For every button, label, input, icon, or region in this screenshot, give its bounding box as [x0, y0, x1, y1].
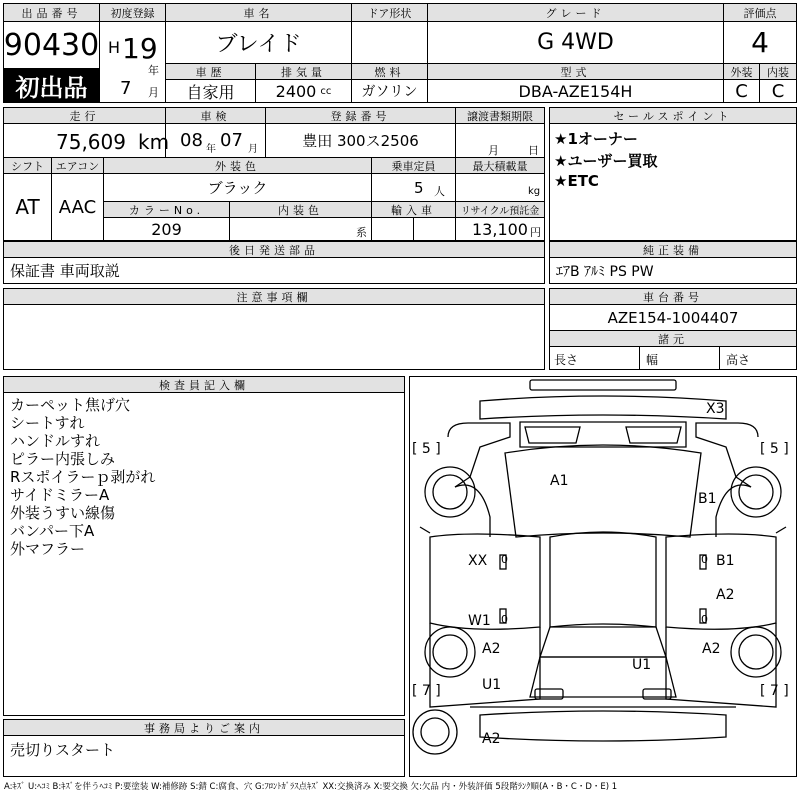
- mark-right-front-door: B1: [716, 553, 735, 569]
- mark-left-rear-lower: U1: [482, 677, 502, 693]
- plate-label: 登録番号: [266, 108, 456, 124]
- ac-value: AAC: [52, 174, 104, 240]
- import-cell-b: [414, 218, 456, 240]
- ext-grade-label: 外装: [724, 64, 760, 80]
- chassis-section: [549, 288, 797, 370]
- int-grade-value: C: [771, 80, 785, 102]
- office-value: 売切りスタート: [10, 741, 116, 759]
- registration-cell: [100, 22, 166, 102]
- color-no-value: 209: [104, 218, 230, 240]
- mileage-cell: [4, 124, 170, 158]
- later-parts-section: [3, 241, 545, 284]
- door-label: ドア形状: [352, 4, 428, 22]
- header-section: [3, 3, 797, 103]
- mark-right-rear-door: A2: [716, 587, 735, 603]
- load-label: 最大積載量: [456, 158, 544, 174]
- int-grade-label: 内装: [760, 64, 796, 80]
- note-item: 外装うすい線傷: [10, 504, 116, 522]
- length-label: 長さ: [554, 353, 579, 367]
- chassis-label: 車台番号: [550, 289, 796, 305]
- car-diagram: [409, 376, 797, 777]
- mileage-label: 走行: [4, 108, 166, 124]
- height-label: 高さ: [726, 353, 751, 367]
- load-unit: kg: [528, 186, 541, 197]
- inspection-cell: [166, 124, 266, 158]
- capacity-value: 5: [414, 179, 424, 197]
- mark-left-rear-fender: A2: [482, 641, 501, 657]
- height-cell: [720, 347, 796, 369]
- note-item: ハンドルすれ: [10, 432, 101, 450]
- ac-label: エアコン: [52, 158, 104, 174]
- later-parts-value: 保証書 車両取説: [10, 262, 120, 280]
- details-section: [3, 107, 545, 241]
- note-item: ピラー内張しみ: [10, 450, 116, 468]
- mark-zero-1: 0: [501, 553, 508, 566]
- tire-front-left-label: [ 5 ]: [412, 441, 441, 457]
- inspection-label: 車検: [166, 108, 266, 124]
- grade-label: グレード: [428, 4, 724, 22]
- exterior-color-label: 外装色: [104, 158, 372, 174]
- mark-zero-2: 0: [701, 553, 708, 566]
- registration-label: 初度登録: [100, 4, 166, 22]
- mileage-unit: km: [138, 130, 170, 154]
- inspection-month-unit: 月: [248, 144, 258, 155]
- selling-point-2: ★ユーザー買取: [554, 152, 658, 170]
- mileage-value: 75,609: [56, 130, 126, 154]
- color-no-label: カラーNo.: [104, 202, 230, 218]
- lot-number: 90430: [4, 22, 100, 68]
- selling-point-1: ★1オーナー: [554, 130, 638, 148]
- width-cell: [640, 347, 720, 369]
- mark-zero-4: 0: [701, 613, 708, 626]
- transfer-cell: [456, 124, 544, 158]
- caution-label: 注意事項欄: [4, 289, 544, 305]
- interior-color-cell: [230, 218, 372, 240]
- equipment-label: 純正装備: [550, 242, 796, 258]
- score-label: 評価点: [724, 4, 796, 22]
- plate-value: 豊田 300ス2506: [266, 124, 456, 158]
- tire-front-right-label: [ 5 ]: [760, 441, 789, 457]
- mark-left-rear-door: W1: [468, 613, 491, 629]
- capacity-unit: 人: [434, 185, 445, 198]
- fuel-value: ガソリン: [352, 80, 428, 102]
- note-item: カーペット焦げ穴: [10, 396, 131, 414]
- score-value: 4: [724, 22, 796, 64]
- displacement-label: 排気量: [256, 64, 352, 80]
- shift-label: シフト: [4, 158, 52, 174]
- mark-right-rear-fender: A2: [702, 641, 721, 657]
- reg-month-unit: 月: [148, 86, 159, 99]
- model-label: 型式: [428, 64, 724, 80]
- recycle-unit: 円: [530, 226, 541, 239]
- office-section: [3, 719, 405, 777]
- transfer-day-unit: 日: [528, 144, 539, 157]
- recycle-label: リサイクル預託金: [456, 202, 544, 218]
- tire-rear-right-label: [ 7 ]: [760, 683, 789, 699]
- note-item: シートすれ: [10, 414, 85, 432]
- note-item: サイドミラーA: [10, 486, 110, 504]
- length-cell: [550, 347, 640, 369]
- model-value: DBA-AZE154H: [428, 80, 724, 102]
- caution-value: [4, 305, 544, 369]
- interior-color-unit: 系: [356, 226, 367, 239]
- mark-front-right-fender: B1: [698, 491, 717, 507]
- selling-points-label: セールスポイント: [550, 108, 796, 124]
- recycle-value: 13,100: [472, 220, 528, 239]
- mark-zero-3: 0: [501, 613, 508, 626]
- displacement-unit: cc: [320, 85, 332, 97]
- inspector-section: [3, 376, 405, 716]
- reg-year: 19: [122, 32, 158, 65]
- displacement-value: 2400: [275, 81, 317, 101]
- exterior-color-value: ブラック: [104, 174, 372, 202]
- door-value: [352, 22, 428, 64]
- dims-label: 諸元: [550, 331, 796, 347]
- import-cell-a: [372, 218, 414, 240]
- capacity-cell: [372, 174, 456, 202]
- history-label: 車歴: [166, 64, 256, 80]
- lot-label: 出品番号: [4, 4, 100, 22]
- tire-rear-left-label: [ 7 ]: [412, 683, 441, 699]
- transfer-label: 譲渡書類期限: [456, 108, 544, 124]
- car-outline: [410, 377, 796, 776]
- equipment-section: [549, 241, 797, 284]
- reg-year-unit: 年: [148, 64, 159, 77]
- later-parts-label: 後日発送部品: [4, 242, 544, 258]
- grade-value: G 4WD: [428, 22, 724, 64]
- capacity-label: 乗車定員: [372, 158, 456, 174]
- mark-front-bumper: X3: [706, 401, 725, 417]
- interior-color-label: 内装色: [230, 202, 372, 218]
- displacement-cell: [256, 80, 352, 102]
- transfer-month-unit: 月: [488, 144, 499, 157]
- mark-hood: A1: [550, 473, 569, 489]
- mark-left-front-door: XX: [468, 553, 488, 569]
- office-label: 事務局よりご案内: [4, 720, 404, 736]
- reg-era: H: [108, 38, 121, 57]
- note-item: 外マフラー: [10, 540, 86, 558]
- damage-legend: A:ｷｽﾞ U:ﾍｺﾐ B:ｷｽﾞを伴うﾍｺﾐ P:要塗装 W:補修跡 S:錆 C:腐食、穴 G:ﾌﾛﾝﾄｶﾞﾗｽ点ｷｽﾞ XX:交換済み X:要交換 欠:欠品 内・外装評価 5段階ﾗﾝｸ順(A・B・C・D・E) 1: [4, 782, 618, 792]
- note-item: Rスポイラーｐ剥がれ: [10, 468, 156, 486]
- mark-rear-bumper: A2: [482, 731, 501, 747]
- reg-month: 7: [120, 78, 132, 99]
- inspection-month: 07: [220, 130, 243, 151]
- inspection-year: 08: [180, 130, 203, 151]
- load-cell: [456, 174, 544, 202]
- fuel-label: 燃料: [352, 64, 428, 80]
- car-name-label: 車名: [166, 4, 352, 22]
- note-item: バンパー下A: [10, 522, 95, 540]
- recycle-cell: [456, 218, 544, 240]
- chassis-value: AZE154-1004407: [550, 305, 796, 331]
- inspection-year-unit: 年: [206, 144, 216, 155]
- equipment-value: ｴｱB ｱﾙﾐ PS PW: [556, 263, 654, 280]
- caution-section: [3, 288, 545, 370]
- history-value: 自家用: [166, 80, 256, 102]
- selling-point-3: ★ETC: [554, 172, 599, 190]
- shift-value: AT: [4, 174, 52, 240]
- selling-points-section: [549, 107, 797, 241]
- first-listing-badge: 初出品: [4, 68, 100, 102]
- car-name: ブレイド: [166, 22, 352, 64]
- mark-trunk: U1: [632, 657, 652, 673]
- inspector-label: 検査員記入欄: [4, 377, 404, 393]
- width-label: 幅: [646, 353, 659, 367]
- inspector-notes: [10, 396, 155, 558]
- import-label: 輸入車: [372, 202, 456, 218]
- ext-grade-value: C: [724, 80, 760, 102]
